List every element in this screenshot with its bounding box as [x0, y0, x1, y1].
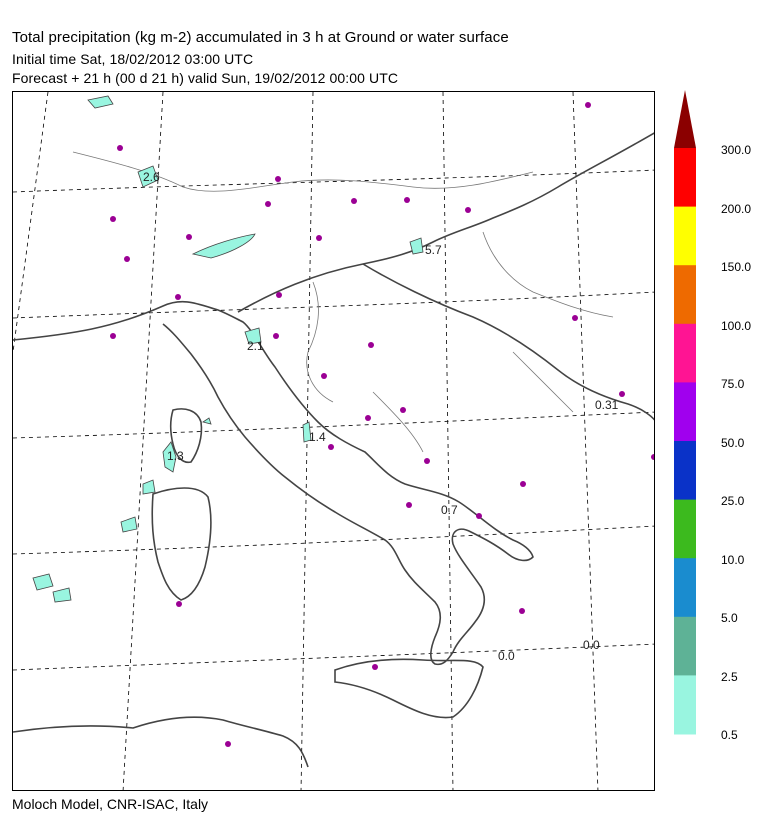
legend-box: [674, 265, 696, 324]
value-label: 2.6: [143, 170, 160, 184]
precipitation-areas: [33, 96, 423, 602]
legend-level-label: 25.0: [721, 494, 745, 508]
legend-level-label: 5.0: [721, 611, 738, 625]
model-credit: Moloch Model, CNR-ISAC, Italy: [12, 796, 209, 812]
legend-box: [674, 500, 696, 559]
value-label: 0.31: [595, 398, 619, 412]
admin-borders: [73, 152, 613, 452]
value-label: 1.4: [309, 430, 326, 444]
legend-box: [674, 675, 696, 734]
precipitation-map: [12, 91, 655, 791]
value-label: 5.7: [425, 243, 442, 257]
legend-box: [674, 207, 696, 266]
legend-level-label: 50.0: [721, 435, 745, 450]
legend-level-label: 200.0: [721, 201, 752, 216]
africa-coastline: [13, 717, 308, 767]
legend-level-label: 150.0: [721, 260, 752, 274]
initial-time-line: Initial time Sat, 18/02/2012 03:00 UTC: [12, 51, 254, 67]
sardinia-outline: [152, 488, 211, 600]
legend-box: [674, 324, 696, 383]
legend-box: [674, 148, 696, 207]
legend-arrow: [674, 90, 696, 148]
legend-level-label: 10.0: [721, 552, 745, 567]
legend-level-label: 2.5: [721, 669, 738, 684]
sicily-outline: [335, 659, 483, 717]
legend-level-label: 75.0: [721, 377, 745, 391]
legend-box: [674, 617, 696, 676]
map-title: Total precipitation (kg m-2) accumulated in 3 h at Ground or water surface: [12, 29, 509, 46]
legend-box: [674, 558, 696, 617]
value-label: 0.7: [441, 503, 458, 517]
value-label: 0.0: [583, 638, 600, 652]
legend-level-label: 300.0: [721, 143, 752, 157]
forecast-valid-line: Forecast + 21 h (00 d 21 h) valid Sun, 19/02/2012 00:00 UTC: [12, 70, 399, 86]
graticule-lines: [13, 92, 655, 791]
legend-box: [674, 441, 696, 500]
value-label: 2.1: [247, 339, 264, 353]
legend-level-label: 100.0: [721, 318, 752, 333]
value-label: 0.0: [498, 649, 515, 663]
legend-box: [674, 382, 696, 441]
color-legend: [674, 90, 696, 735]
legend-level-label: 0.5: [721, 728, 738, 742]
value-label: 1.3: [167, 449, 184, 463]
